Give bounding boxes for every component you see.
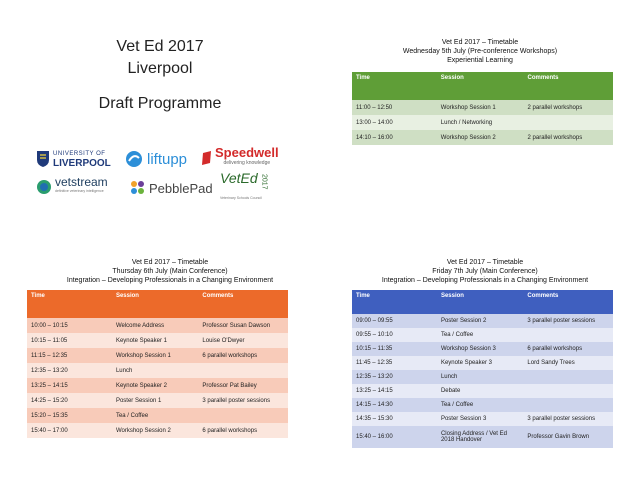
session-cell: Workshop Session 3 <box>440 346 496 352</box>
session-cell: Workshop Session 1 <box>115 352 171 359</box>
column-header-session: Session <box>115 293 139 299</box>
sponsor-logos <box>30 145 290 208</box>
time-cell: 13:25 – 14:15 <box>356 388 393 394</box>
comments-cell <box>523 328 613 342</box>
session-cell: Debate <box>440 388 461 394</box>
comments-cell: Louise O'Dwyer <box>202 337 245 344</box>
table-row <box>27 318 288 333</box>
session-cell: Workshop Session 1 <box>440 104 496 111</box>
uol-bottom-text: LIVERPOOL <box>53 158 111 169</box>
speedwell-tagline: delivering knowledge <box>223 160 271 166</box>
table-row <box>27 408 288 423</box>
time-cell: 11:00 – 12:50 <box>356 104 393 111</box>
pebblepad-dots-icon <box>130 180 146 196</box>
session-cell: Workshop Session 2 <box>115 427 171 434</box>
time-cell: 15:40 – 17:00 <box>31 427 68 434</box>
column-header-session: Session <box>440 75 464 81</box>
table-row <box>27 393 288 408</box>
time-cell: 09:00 – 09:55 <box>356 318 393 324</box>
programme-title: Draft Programme <box>98 95 222 112</box>
table-row <box>352 342 613 356</box>
time-cell: 10:15 – 11:35 <box>356 346 393 352</box>
session-cell: Keynote Speaker 1 <box>115 337 167 344</box>
column-header-time: Time <box>356 75 370 81</box>
table-row <box>352 398 613 412</box>
comments-cell <box>524 115 613 130</box>
liftupp-swirl-icon <box>124 150 144 168</box>
column-header-comments: Comments <box>202 293 234 299</box>
time-cell: 11:15 – 12:35 <box>31 352 68 359</box>
table-row <box>352 130 613 145</box>
uol-top-text: UNIVERSITY OF <box>53 151 106 157</box>
table-row <box>352 115 613 130</box>
table-row <box>27 333 288 348</box>
comments-cell: Professor Susan Dawson <box>202 322 271 329</box>
column-header-time: Time <box>31 293 45 299</box>
session-cell: Keynote Speaker 2 <box>115 382 167 389</box>
friday-heading-line1: Vet Ed 2017 – Timetable <box>446 259 524 266</box>
session-cell: Keynote Speaker 3 <box>440 360 492 366</box>
wednesday-heading-line1: Vet Ed 2017 – Timetable <box>441 39 519 46</box>
comments-cell <box>198 408 288 423</box>
comments-cell: 3 parallel poster sessions <box>527 318 596 324</box>
veted-2017-logo <box>220 170 268 202</box>
comments-cell <box>523 398 613 412</box>
liftupp-text: liftupp <box>147 150 188 168</box>
friday-heading-line3: Integration – Developing Professionals in a Changing Environment <box>381 277 589 284</box>
pebblepad-text: PebblePad <box>149 180 213 196</box>
table-row <box>352 356 613 370</box>
time-cell: 14:15 – 14:30 <box>356 402 393 408</box>
table-row <box>27 423 288 438</box>
veted-text: VetEd <box>220 170 258 186</box>
comments-cell: Professor Gavin Brown <box>527 434 590 440</box>
vetstream-globe-icon <box>36 179 52 195</box>
table-row <box>352 412 613 426</box>
comments-cell: 2 parallel workshops <box>527 134 583 141</box>
time-cell: 14:25 – 15:20 <box>31 397 68 404</box>
session-cell: Tea / Coffee <box>115 412 149 419</box>
veted-year: 2017 <box>260 174 268 190</box>
session-cell: Lunch <box>115 367 133 374</box>
table-row <box>352 370 613 384</box>
thursday-heading-line3: Integration – Developing Professionals in a Changing Environment <box>66 277 274 284</box>
session-cell: Closing Address / Vet Ed 2018 Handover <box>440 431 507 443</box>
event-location: Liverpool <box>127 60 193 77</box>
table-row <box>27 363 288 378</box>
session-cell: Welcome Address <box>115 322 165 329</box>
time-cell: 14:35 – 15:30 <box>356 416 393 422</box>
table-row <box>352 100 613 115</box>
comments-cell: 6 parallel workshops <box>527 346 583 352</box>
session-cell: Poster Session 2 <box>440 318 487 324</box>
time-cell: 14:10 – 16:00 <box>356 134 393 141</box>
comments-cell: 3 parallel poster sessions <box>202 397 271 404</box>
friday-timetable <box>352 290 613 448</box>
session-cell: Tea / Coffee <box>440 332 474 338</box>
column-header-comments: Comments <box>527 75 559 81</box>
comments-cell <box>523 370 613 384</box>
table-row <box>27 378 288 393</box>
thursday-heading-line1: Vet Ed 2017 – Timetable <box>131 259 209 266</box>
comments-cell: Lord Sandy Trees <box>527 360 575 366</box>
comments-cell: 2 parallel workshops <box>527 104 583 111</box>
thursday-timetable <box>27 290 288 438</box>
wednesday-timetable <box>352 72 613 145</box>
session-cell: Lunch <box>440 374 458 380</box>
university-of-liverpool-logo <box>36 150 111 168</box>
table-row <box>27 348 288 363</box>
session-cell: Workshop Session 2 <box>440 134 496 141</box>
time-cell: 13:25 – 14:15 <box>31 382 68 389</box>
table-row <box>352 426 613 448</box>
table-header-row <box>352 290 613 314</box>
comments-cell: 6 parallel workshops <box>202 427 258 434</box>
pebblepad-logo <box>130 180 213 196</box>
table-row <box>352 314 613 328</box>
table-header-row <box>352 72 613 100</box>
wednesday-heading-line3: Experiential Learning <box>447 57 513 64</box>
speedwell-text: Speedwell <box>215 145 279 160</box>
vetstream-logo <box>36 175 108 196</box>
liftupp-logo <box>124 150 187 168</box>
column-header-comments: Comments <box>527 293 559 299</box>
comments-cell: Professor Pat Bailey <box>202 382 257 389</box>
wednesday-heading <box>340 38 620 65</box>
column-header-session: Session <box>440 293 464 299</box>
table-header-row <box>27 290 288 318</box>
comments-cell <box>198 363 288 378</box>
session-cell: Lunch / Networking <box>440 119 493 126</box>
vetstream-tagline: definitive veterinary intelligence <box>55 189 104 193</box>
comments-cell <box>523 384 613 398</box>
session-cell: Poster Session 3 <box>440 416 487 422</box>
thursday-heading <box>20 258 320 285</box>
comments-cell: 6 parallel workshops <box>202 352 258 359</box>
speedwell-mark-icon <box>202 151 212 165</box>
time-cell: 10:00 – 10:15 <box>31 322 68 329</box>
time-cell: 10:15 – 11:05 <box>31 337 68 344</box>
column-header-time: Time <box>356 293 370 299</box>
table-row <box>352 328 613 342</box>
time-cell: 13:00 – 14:00 <box>356 119 393 126</box>
friday-heading-line2: Friday 7th July (Main Conference) <box>432 268 538 275</box>
time-cell: 12:35 – 13:20 <box>31 367 68 374</box>
time-cell: 15:20 – 15:35 <box>31 412 68 419</box>
time-cell: 12:35 – 13:20 <box>356 374 393 380</box>
time-cell: 11:45 – 12:35 <box>356 360 393 366</box>
table-row <box>352 384 613 398</box>
thursday-heading-line2: Thursday 6th July (Main Conference) <box>112 268 228 275</box>
wednesday-heading-line2: Wednesday 5th July (Pre-conference Workshops) <box>402 48 558 55</box>
veted-tagline: Veterinary Schools Council <box>220 195 262 200</box>
comments-cell: 3 parallel poster sessions <box>527 416 596 422</box>
session-cell: Tea / Coffee <box>440 402 474 408</box>
event-title: Vet Ed 2017 <box>116 38 204 55</box>
vetstream-text: vetstream <box>55 175 108 189</box>
friday-heading <box>340 258 630 285</box>
session-cell: Poster Session 1 <box>115 397 162 404</box>
university-crest-icon <box>36 150 50 168</box>
time-cell: 15:40 – 16:00 <box>356 434 393 440</box>
speedwell-logo <box>202 145 279 168</box>
time-cell: 09:55 – 10:10 <box>356 332 393 338</box>
